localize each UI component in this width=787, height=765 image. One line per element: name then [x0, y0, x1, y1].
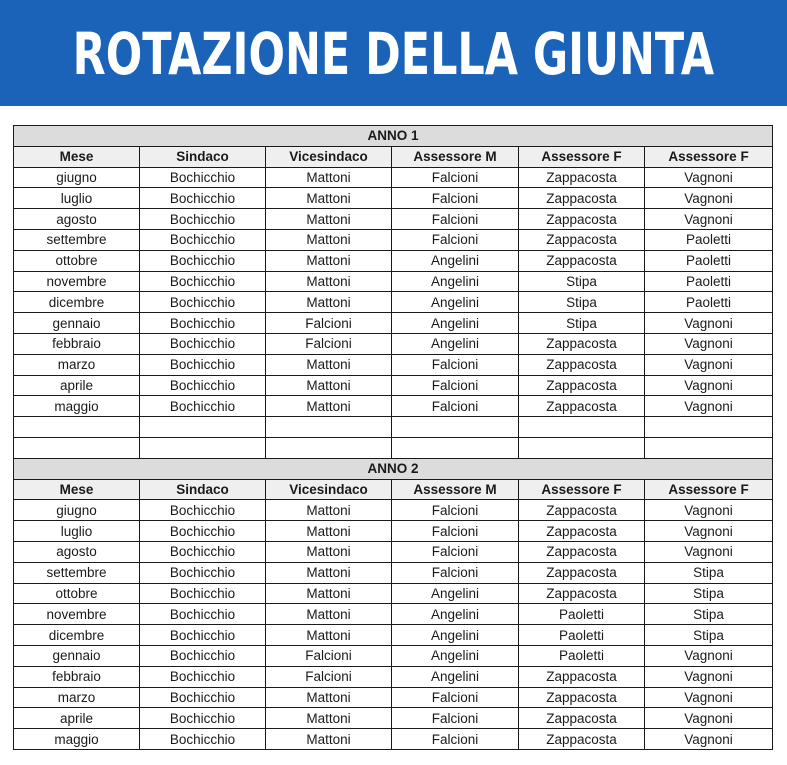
year-label: ANNO 1 [14, 126, 773, 147]
table-cell: giugno [14, 500, 140, 521]
table-row [14, 541, 773, 562]
table-cell: luglio [14, 188, 140, 209]
table-cell: Bochicchio [140, 188, 266, 209]
table-cell: Mattoni [266, 209, 392, 230]
table-cell: Zappacosta [519, 541, 645, 562]
table-cell: Bochicchio [140, 375, 266, 396]
table-cell [392, 417, 519, 438]
column-header: Assessore M [392, 479, 519, 500]
table-cell: Zappacosta [519, 396, 645, 417]
table-cell: Vagnoni [645, 521, 773, 542]
table-cell [14, 437, 140, 458]
table-cell: febbraio [14, 333, 140, 354]
table-cell [266, 437, 392, 458]
table-cell: Falcioni [392, 229, 519, 250]
table-cell: marzo [14, 354, 140, 375]
column-header: Mese [14, 146, 140, 167]
table-cell: Stipa [519, 313, 645, 334]
table-cell: luglio [14, 521, 140, 542]
blank-row [14, 417, 773, 438]
table-cell: Falcioni [266, 645, 392, 666]
table-row [14, 375, 773, 396]
table-row [14, 271, 773, 292]
table-cell: settembre [14, 229, 140, 250]
column-header-row [14, 479, 773, 500]
year-header-row [14, 458, 773, 479]
table-cell: Mattoni [266, 500, 392, 521]
table-cell: Angelini [392, 666, 519, 687]
table-cell: aprile [14, 708, 140, 729]
table-cell: Vagnoni [645, 188, 773, 209]
table-cell: Falcioni [392, 729, 519, 750]
table-cell [140, 417, 266, 438]
page-title: ROTAZIONE DELLA GIUNTA [72, 20, 715, 88]
table-cell: dicembre [14, 292, 140, 313]
table-cell: Vagnoni [645, 687, 773, 708]
table-cell: Vagnoni [645, 313, 773, 334]
table-row [14, 250, 773, 271]
table-cell: Falcioni [392, 708, 519, 729]
table-cell: Angelini [392, 333, 519, 354]
year-label: ANNO 2 [14, 458, 773, 479]
table-cell: Zappacosta [519, 729, 645, 750]
table-row [14, 229, 773, 250]
table-cell: aprile [14, 375, 140, 396]
table-cell: Mattoni [266, 375, 392, 396]
table-cell: Falcioni [392, 188, 519, 209]
table-cell: Falcioni [392, 396, 519, 417]
table-cell: Zappacosta [519, 229, 645, 250]
table-row [14, 729, 773, 750]
table-cell: Angelini [392, 250, 519, 271]
table-cell: Bochicchio [140, 209, 266, 230]
table-row [14, 333, 773, 354]
table-cell: Mattoni [266, 188, 392, 209]
table-cell: Bochicchio [140, 396, 266, 417]
table-cell: Zappacosta [519, 209, 645, 230]
table-cell: Zappacosta [519, 583, 645, 604]
table-cell: Paoletti [645, 250, 773, 271]
table-cell: Falcioni [392, 562, 519, 583]
table-cell: Vagnoni [645, 333, 773, 354]
table-cell: Bochicchio [140, 250, 266, 271]
table-cell: Mattoni [266, 521, 392, 542]
table-cell: Angelini [392, 604, 519, 625]
table-row [14, 313, 773, 334]
table-cell: Mattoni [266, 708, 392, 729]
table-cell: Vagnoni [645, 500, 773, 521]
table-cell [266, 417, 392, 438]
table-cell: Mattoni [266, 292, 392, 313]
table-row [14, 645, 773, 666]
column-header: Assessore M [392, 146, 519, 167]
table-cell: dicembre [14, 625, 140, 646]
table-cell: Vagnoni [645, 645, 773, 666]
table-cell: Zappacosta [519, 666, 645, 687]
table-cell: Falcioni [392, 541, 519, 562]
table-cell: Vagnoni [645, 396, 773, 417]
table-cell: Falcioni [266, 333, 392, 354]
column-header: Sindaco [140, 146, 266, 167]
table-cell: Mattoni [266, 604, 392, 625]
table-cell: maggio [14, 396, 140, 417]
table-cell [519, 417, 645, 438]
table-cell: Mattoni [266, 625, 392, 646]
table-row [14, 396, 773, 417]
table-cell: Falcioni [392, 521, 519, 542]
table-cell: Bochicchio [140, 604, 266, 625]
rotation-table-body [14, 126, 773, 750]
table-cell: Bochicchio [140, 292, 266, 313]
table-cell: Zappacosta [519, 167, 645, 188]
table-cell [645, 417, 773, 438]
table-cell: Bochicchio [140, 708, 266, 729]
table-cell: Angelini [392, 313, 519, 334]
table-cell: Paoletti [519, 625, 645, 646]
table-cell: Mattoni [266, 271, 392, 292]
column-header: Assessore F [645, 479, 773, 500]
table-cell [392, 437, 519, 458]
table-cell: Mattoni [266, 687, 392, 708]
table-row [14, 708, 773, 729]
year-header-row [14, 126, 773, 147]
table-cell: agosto [14, 541, 140, 562]
table-cell: Bochicchio [140, 229, 266, 250]
table-row [14, 625, 773, 646]
table-cell: Mattoni [266, 562, 392, 583]
table-cell: Angelini [392, 271, 519, 292]
table-cell: Falcioni [266, 666, 392, 687]
table-cell: Angelini [392, 292, 519, 313]
table-cell: Bochicchio [140, 625, 266, 646]
table-cell: Angelini [392, 625, 519, 646]
table-cell: Paoletti [645, 292, 773, 313]
table-cell: febbraio [14, 666, 140, 687]
table-cell: Stipa [645, 625, 773, 646]
table-cell: Bochicchio [140, 729, 266, 750]
table-cell: Stipa [519, 292, 645, 313]
table-cell: Zappacosta [519, 375, 645, 396]
table-cell: Bochicchio [140, 354, 266, 375]
table-cell: Paoletti [645, 229, 773, 250]
column-header: Vicesindaco [266, 479, 392, 500]
table-cell: Vagnoni [645, 541, 773, 562]
table-cell: Paoletti [519, 604, 645, 625]
column-header: Assessore F [645, 146, 773, 167]
table-cell: Falcioni [392, 354, 519, 375]
table-row [14, 604, 773, 625]
table-cell: Falcioni [392, 209, 519, 230]
table-cell: Bochicchio [140, 541, 266, 562]
table-cell: Zappacosta [519, 500, 645, 521]
table-cell: Falcioni [392, 375, 519, 396]
table-cell: Vagnoni [645, 354, 773, 375]
table-cell: Vagnoni [645, 209, 773, 230]
table-cell: Vagnoni [645, 708, 773, 729]
table-cell: ottobre [14, 583, 140, 604]
table-cell: Zappacosta [519, 250, 645, 271]
title-banner [0, 0, 787, 106]
table-cell: Bochicchio [140, 562, 266, 583]
table-cell: Bochicchio [140, 271, 266, 292]
table-cell: Stipa [645, 583, 773, 604]
table-cell: gennaio [14, 313, 140, 334]
table-cell: Vagnoni [645, 375, 773, 396]
table-row [14, 292, 773, 313]
table-cell: Mattoni [266, 250, 392, 271]
table-cell: Falcioni [392, 500, 519, 521]
rotation-table [13, 125, 773, 750]
table-cell: settembre [14, 562, 140, 583]
table-row [14, 500, 773, 521]
table-cell: maggio [14, 729, 140, 750]
table-cell: Bochicchio [140, 645, 266, 666]
table-cell: ottobre [14, 250, 140, 271]
table-cell: agosto [14, 209, 140, 230]
table-row [14, 687, 773, 708]
column-header: Vicesindaco [266, 146, 392, 167]
table-cell: Paoletti [519, 645, 645, 666]
table-cell: Bochicchio [140, 333, 266, 354]
table-row [14, 562, 773, 583]
table-cell: Stipa [519, 271, 645, 292]
table-cell: Zappacosta [519, 562, 645, 583]
table-cell [140, 437, 266, 458]
table-cell: Mattoni [266, 229, 392, 250]
table-cell: giugno [14, 167, 140, 188]
table-cell: Zappacosta [519, 333, 645, 354]
table-cell: Bochicchio [140, 687, 266, 708]
column-header: Sindaco [140, 479, 266, 500]
table-cell [14, 417, 140, 438]
table-cell: Angelini [392, 645, 519, 666]
table-cell: Stipa [645, 604, 773, 625]
table-cell: Bochicchio [140, 167, 266, 188]
table-cell: Mattoni [266, 354, 392, 375]
table-row [14, 209, 773, 230]
table-row [14, 583, 773, 604]
table-cell [519, 437, 645, 458]
table-cell: Zappacosta [519, 708, 645, 729]
column-header: Assessore F [519, 479, 645, 500]
table-cell: Bochicchio [140, 583, 266, 604]
table-cell: Bochicchio [140, 666, 266, 687]
table-cell: Mattoni [266, 541, 392, 562]
table-cell: Mattoni [266, 583, 392, 604]
table-cell: novembre [14, 604, 140, 625]
table-cell: Zappacosta [519, 521, 645, 542]
table-cell [645, 437, 773, 458]
table-cell: Zappacosta [519, 687, 645, 708]
table-cell: Vagnoni [645, 729, 773, 750]
table-row [14, 188, 773, 209]
table-row [14, 167, 773, 188]
table-cell: Zappacosta [519, 188, 645, 209]
column-header: Assessore F [519, 146, 645, 167]
table-cell: Angelini [392, 583, 519, 604]
table-row [14, 521, 773, 542]
blank-row [14, 437, 773, 458]
table-cell: Vagnoni [645, 666, 773, 687]
table-cell: Paoletti [645, 271, 773, 292]
table-cell: Mattoni [266, 729, 392, 750]
table-cell: Falcioni [266, 313, 392, 334]
column-header: Mese [14, 479, 140, 500]
table-cell: Bochicchio [140, 500, 266, 521]
table-cell: Vagnoni [645, 167, 773, 188]
table-row [14, 666, 773, 687]
table-cell: Stipa [645, 562, 773, 583]
table-cell: novembre [14, 271, 140, 292]
table-cell: marzo [14, 687, 140, 708]
table-cell: gennaio [14, 645, 140, 666]
table-cell: Mattoni [266, 396, 392, 417]
table-cell: Falcioni [392, 167, 519, 188]
table-cell: Zappacosta [519, 354, 645, 375]
table-cell: Bochicchio [140, 313, 266, 334]
table-cell: Bochicchio [140, 521, 266, 542]
table-row [14, 354, 773, 375]
column-header-row [14, 146, 773, 167]
table-cell: Mattoni [266, 167, 392, 188]
table-cell: Falcioni [392, 687, 519, 708]
